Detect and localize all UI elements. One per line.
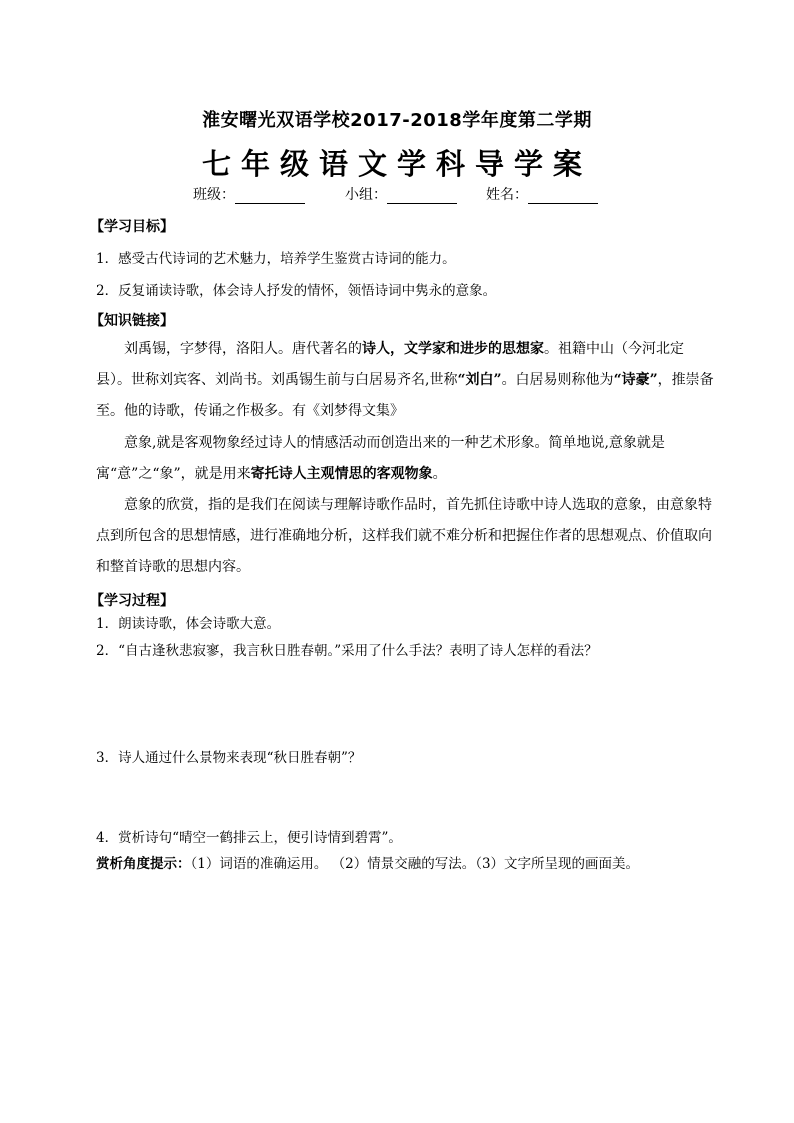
author-intro-paragraph: 刘禹锡，字梦得，洛阳人。唐代著名的诗人，文学家和进步的思想家。祖籍中山（今河北定县）。世称刘宾客、刘尚书。刘禹锡生前与白居易齐名,世称“刘白”。白居易则称他为“诗豪”，推崇备至。他的诗歌，传诵之作极多。有《刘梦得文集》	[96, 341, 714, 419]
name-blank	[528, 188, 598, 204]
hint-text: （1）词语的准确运用。 （2）情景交融的写法。（3）文字所呈现的画面美。	[190, 856, 640, 872]
class-field	[193, 184, 305, 204]
imagery-definition-paragraph: 意象,就是客观物象经过诗人的情感活动而创造出来的一种艺术形象。简单地说,意象就是寓“意”之“象”，就是用来寄托诗人主观情思的客观物象。	[96, 435, 665, 482]
class-label: 班级：	[193, 187, 235, 203]
school-term-heading: 淮安曙光双语学校2017-2018学年度第二学期	[202, 110, 592, 131]
group-blank	[387, 188, 457, 204]
objective-item-2: 2．反复诵读诗歌，体会诗人抒发的情怀，领悟诗词中隽永的意象。	[96, 283, 497, 299]
question-1: 1．朗读诗歌，体会诗歌大意。	[96, 616, 281, 632]
group-label: 小组：	[345, 187, 387, 203]
question-2: 2．“自古逢秋悲寂寥，我言秋日胜春朝。”采用了什么手法？表明了诗人怎样的看法？	[96, 643, 598, 659]
group-field	[345, 184, 457, 204]
appreciation-hint	[96, 852, 639, 872]
objectives-heading: 【学习目标】	[90, 219, 174, 235]
class-blank	[235, 188, 305, 204]
question-4: 4．赏析诗句“晴空一鹤排云上，便引诗情到碧霄”。	[96, 830, 402, 846]
question-3: 3．诗人通过什么景物来表现“秋日胜春朝”？	[96, 750, 362, 766]
page-title: 七年级语文学科导学案	[201, 147, 592, 181]
hint-label: 赏析角度提示：	[96, 856, 191, 872]
objective-item-1: 1．感受古代诗词的艺术魅力，培养学生鉴赏古诗词的能力。	[96, 251, 456, 267]
imagery-appreciation-paragraph: 意象的欣赏，指的是我们在阅读与理解诗歌作品时，首先抓住诗歌中诗人选取的意象，由意象特点到所包含的思想情感，进行准确地分析，这样我们就不难分析和把握住作者的思想观点、价值取向和整首诗歌的思想内容。	[96, 497, 712, 575]
knowledge-heading: 【知识链接】	[90, 313, 174, 329]
name-label: 姓名：	[486, 187, 528, 203]
process-heading: 【学习过程】	[90, 593, 174, 609]
name-field	[486, 184, 598, 204]
